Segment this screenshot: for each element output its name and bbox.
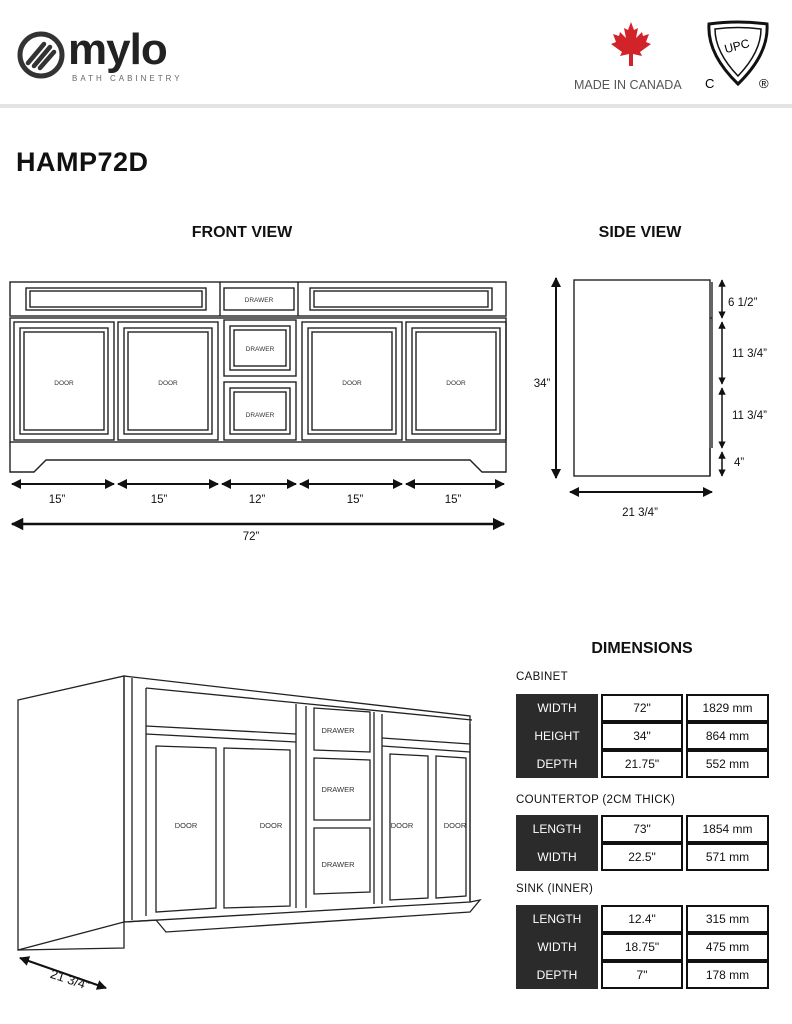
side-view-drawing <box>540 272 760 502</box>
front-top-drawer-label: DRAWER <box>244 297 274 304</box>
iso-door-label: DOOR <box>443 821 467 830</box>
dim-row-name: DEPTH <box>516 961 598 989</box>
header <box>0 0 792 104</box>
iso-depth-label: 21 3/4” <box>48 966 92 993</box>
side-segment-label: 11 3/4” <box>732 348 767 360</box>
isometric-view-drawing <box>10 670 490 990</box>
front-width-label: 15” <box>346 494 364 506</box>
front-view-title: FRONT VIEW <box>191 224 293 241</box>
dim-row-imperial: 7" <box>601 961 683 989</box>
dim-row-name: WIDTH <box>516 694 598 722</box>
front-door-label: DOOR <box>158 380 178 387</box>
front-door-label: DOOR <box>54 380 74 387</box>
sink-group-label: SINK (INNER) <box>516 883 594 895</box>
side-segment-label: 6 1/2” <box>728 297 758 309</box>
side-depth-label: 21 3/4” <box>622 507 658 519</box>
side-view-title: SIDE VIEW <box>598 224 682 241</box>
dim-row-metric: 1829 mm <box>686 694 769 722</box>
dim-row-name: DEPTH <box>516 750 598 778</box>
dim-row-imperial: 22.5" <box>601 843 683 871</box>
front-door-label: DOOR <box>342 380 362 387</box>
dim-row-imperial: 72" <box>601 694 683 722</box>
front-bottom-drawer-label: DRAWER <box>245 412 275 419</box>
countertop-group-label: COUNTERTOP (2CM THICK) <box>516 794 676 806</box>
dim-row-metric: 1854 mm <box>686 815 769 843</box>
iso-drawer-label: DRAWER <box>321 860 355 869</box>
dim-row-imperial: 18.75" <box>601 933 683 961</box>
iso-drawer-label: DRAWER <box>321 785 355 794</box>
side-segment-label: 11 3/4” <box>732 410 767 422</box>
iso-door-label: DOOR <box>259 821 283 830</box>
front-view-drawing <box>8 280 508 480</box>
dim-row-imperial: 21.75" <box>601 750 683 778</box>
side-height-label: 34” <box>533 378 551 390</box>
cupc-certification-icon <box>703 20 773 92</box>
dim-row-metric: 475 mm <box>686 933 769 961</box>
front-middle-drawer-label: DRAWER <box>245 346 275 353</box>
dim-row-metric: 864 mm <box>686 722 769 750</box>
dim-row-metric: 178 mm <box>686 961 769 989</box>
iso-drawer-label: DRAWER <box>321 726 355 735</box>
cert-r-text: ® <box>759 76 769 91</box>
model-number: HAMP72D <box>16 147 149 177</box>
dim-row-metric: 315 mm <box>686 905 769 933</box>
made-in-canada: MADE IN CANADA <box>574 78 682 92</box>
dim-row-imperial: 12.4" <box>601 905 683 933</box>
dim-row-imperial: 73" <box>601 815 683 843</box>
brand-subtitle: BATH CABINETRY <box>72 74 183 83</box>
cert-upc-text: UPC <box>722 36 752 57</box>
front-width-label: 15” <box>150 494 168 506</box>
cabinet-group-label: CABINET <box>516 671 568 683</box>
mylo-logo-icon <box>16 30 66 80</box>
front-width-label: 15” <box>48 494 66 506</box>
dimensions-title: DIMENSIONS <box>591 640 693 657</box>
dim-row-name: LENGTH <box>516 905 598 933</box>
cert-c-text: C <box>705 76 715 91</box>
iso-door-label: DOOR <box>390 821 414 830</box>
dim-row-metric: 571 mm <box>686 843 769 871</box>
front-door-label: DOOR <box>446 380 466 387</box>
front-width-label: 12” <box>248 494 266 506</box>
dim-row-imperial: 34" <box>601 722 683 750</box>
iso-door-label: DOOR <box>174 821 198 830</box>
front-width-label: 15” <box>444 494 462 506</box>
side-segment-label: 4” <box>734 457 745 469</box>
dim-row-name: WIDTH <box>516 933 598 961</box>
maple-leaf-icon <box>607 20 655 68</box>
dim-row-name: LENGTH <box>516 815 598 843</box>
header-divider <box>0 104 792 108</box>
dim-row-name: HEIGHT <box>516 722 598 750</box>
front-total-width-label: 72” <box>242 531 260 543</box>
dim-row-name: WIDTH <box>516 843 598 871</box>
dim-row-metric: 552 mm <box>686 750 769 778</box>
brand-name: mylo <box>68 25 167 74</box>
